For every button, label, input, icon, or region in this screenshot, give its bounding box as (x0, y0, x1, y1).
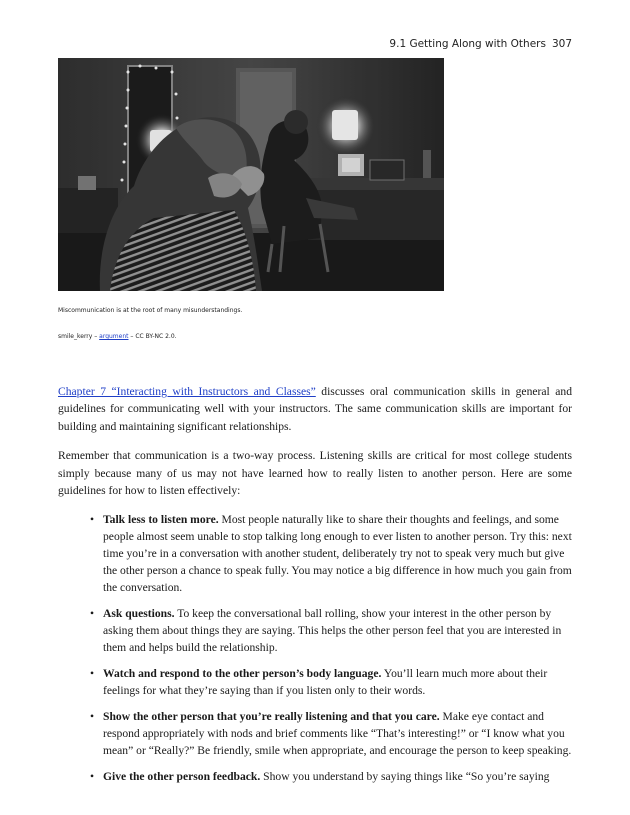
tip-heading: Ask questions. (103, 607, 175, 621)
figure-caption: Miscommunication is at the root of many misunderstandings. (58, 307, 243, 314)
tip-text: Show you understand by saying things like “So you’re saying (260, 770, 550, 784)
tip-text: You’ll learn much more about their feelings for what they’re saying than if you listen only to their words. (103, 667, 548, 698)
tip-text: To keep the conversational ball rolling, show your interest in the other person by asking them about things they are saying. This helps the other person feel that you are interested in them and helps build the relationship. (103, 607, 562, 655)
paragraph-listening: Remember that communication is a two-way process. Listening skills are critical for most college students simply because many of us may not have learned how to really listen to another person. Here are some guidelines for how to listen effectively: (58, 449, 572, 498)
section-title: 9.1 Getting Along with Others (389, 38, 546, 50)
credit-source-link[interactable]: argument (99, 333, 129, 340)
chapter-7-link[interactable]: Chapter 7 “Interacting with Instructors and Classes” (58, 385, 316, 398)
list-item (103, 708, 572, 759)
tip-heading: Show the other person that you’re really listening and that you care. (103, 710, 440, 724)
tip-heading: Watch and respond to the other person’s body language. (103, 667, 382, 681)
running-header (389, 38, 572, 50)
list-item (103, 605, 572, 656)
tip-text: Most people naturally like to share their thoughts and feelings, and some people almost seem unable to stop talking long enough to ever listen to another person. Try this: next time you’re in a conversation with another student, deliberately try not to speak very much but give the other person a chance to speak fully. You may notice a big difference in how much you gain from the conversation. (103, 513, 572, 595)
tip-heading: Give the other person feedback. (103, 770, 261, 784)
tip-text: Make eye contact and respond appropriately with nods and brief comments like “That’s interesting!” or “I know what you mean” or “Really?” Be friendly, smile when appropriate, and encourage the person to keep speaking. (103, 710, 572, 758)
photo-illustration (58, 58, 444, 291)
list-item (103, 665, 572, 699)
body-content (58, 383, 572, 794)
paragraph-intro-text: discusses oral communication skills in general and guidelines for communicating well with your instructors. The same communication skills are important for building and maintaining significant relationships. (58, 385, 572, 433)
list-item (103, 768, 572, 785)
figure-photo (58, 58, 444, 291)
list-item (103, 511, 572, 596)
page-number: 307 (551, 38, 572, 50)
credit-license: – CC BY-NC 2.0. (130, 333, 177, 340)
tip-heading: Talk less to listen more. (103, 513, 219, 527)
paragraph-intro (58, 383, 572, 435)
credit-author: smile_kerry – (58, 333, 98, 340)
figure-credit (58, 333, 177, 340)
listening-tips-list (58, 511, 572, 785)
